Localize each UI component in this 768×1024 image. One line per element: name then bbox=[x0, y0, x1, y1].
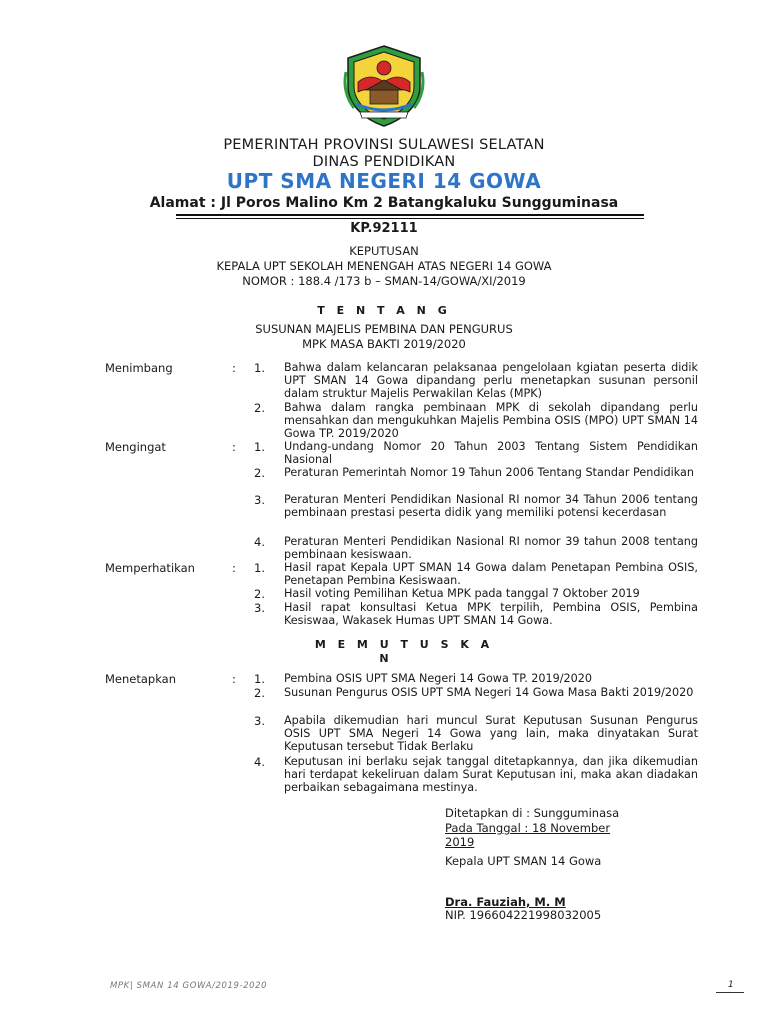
list-item: Keputusan ini berlaku sejak tanggal ditetapkannya, dan jika dikemudian hari terdapat kekeliruan dalam Surat Keputusan ini, maka akan diadakan perbaikan sebagaimana mestinya. bbox=[284, 755, 698, 794]
postal-code: KP.92111 bbox=[350, 221, 418, 236]
list-item: Hasil rapat konsultasi Ketua MPK terpilih, Pembina OSIS, Pembina Kesiswaa, Wakasek Humas UPT SMAN 14 Gowa. bbox=[284, 601, 698, 627]
decree-number: NOMOR : 188.4 /173 b – SMAN-14/GOWA/XI/2019 bbox=[242, 274, 526, 288]
list-item: Undang-undang Nomor 20 Tahun 2003 Tentang Sistem Pendidikan Nasional bbox=[284, 440, 698, 466]
province-name: PEMERINTAH PROVINSI SULAWESI SELATAN bbox=[223, 137, 545, 153]
section-colon: : bbox=[232, 440, 236, 454]
signatory-nip: NIP. 196604221998032005 bbox=[445, 908, 602, 922]
section-colon: : bbox=[232, 561, 236, 575]
item-number: 4. bbox=[254, 755, 265, 769]
section-colon: : bbox=[232, 672, 236, 686]
header-divider-thin bbox=[176, 218, 644, 219]
item-number: 3. bbox=[254, 601, 265, 615]
item-number: 1. bbox=[254, 672, 265, 686]
decide-heading: M E M U T U S K A bbox=[314, 638, 494, 651]
section-label-memperhatikan: Memperhatikan bbox=[105, 561, 195, 575]
coat-of-arms-logo bbox=[340, 42, 428, 130]
list-item: Susunan Pengurus OSIS UPT SMA Negeri 14 Gowa Masa Bakti 2019/2020 bbox=[284, 686, 694, 699]
list-item: Peraturan Pemerintah Nomor 19 Tahun 2006 Tentang Standar Pendidikan bbox=[284, 466, 694, 479]
item-number: 1. bbox=[254, 561, 265, 575]
list-item: Bahwa dalam rangka pembinaan MPK di sekolah dipandang perlu mensahkan dan mengukuhkan Majelis Pembina OSIS (MPO) UPT SMAN 14 Gowa TP. 2019/2020 bbox=[284, 401, 698, 440]
signature-date-year: 2019 bbox=[445, 835, 475, 849]
item-number: 1. bbox=[254, 440, 265, 454]
decree-title: KEPUTUSAN bbox=[349, 244, 419, 258]
signatory-position: Kepala UPT SMAN 14 Gowa bbox=[445, 854, 602, 868]
section-colon: : bbox=[232, 361, 236, 375]
signature-date: Pada Tanggal : 18 November bbox=[445, 821, 611, 835]
item-number: 2. bbox=[254, 401, 265, 415]
item-number: 2. bbox=[254, 686, 265, 700]
department-name: DINAS PENDIDIKAN bbox=[312, 154, 456, 170]
header-divider-thick bbox=[176, 214, 644, 216]
signature-place: Ditetapkan di : Sungguminasa bbox=[445, 806, 620, 820]
about-heading: T E N T A N G bbox=[317, 304, 451, 317]
section-label-menetapkan: Menetapkan bbox=[105, 672, 177, 686]
footer-text: MPK| SMAN 14 GOWA/2019-2020 bbox=[110, 981, 268, 991]
list-item: Peraturan Menteri Pendidikan Nasional RI nomor 34 Tahun 2006 tentang pembinaan prestasi peserta didik yang memiliki potensi kecerdasan bbox=[284, 493, 698, 519]
item-number: 3. bbox=[254, 493, 265, 507]
list-item: Pembina OSIS UPT SMA Negeri 14 Gowa TP. 2019/2020 bbox=[284, 672, 593, 685]
decree-subject-line1: SUSUNAN MAJELIS PEMBINA DAN PENGURUS bbox=[255, 322, 513, 336]
item-number: 4. bbox=[254, 535, 265, 549]
list-item: Peraturan Menteri Pendidikan Nasional RI nomor 39 tahun 2008 tentang pembinaan kesiswaan. bbox=[284, 535, 698, 561]
item-number: 2. bbox=[254, 587, 265, 601]
decree-issuer: KEPALA UPT SEKOLAH MENENGAH ATAS NEGERI 14 GOWA bbox=[216, 259, 552, 273]
page-number: 1 bbox=[728, 980, 734, 990]
section-label-menimbang: Menimbang bbox=[105, 361, 173, 375]
decree-subject-line2: MPK MASA BAKTI 2019/2020 bbox=[302, 337, 466, 351]
school-name: UPT SMA NEGERI 14 GOWA bbox=[226, 169, 542, 193]
signatory-name: Dra. Fauziah, M. M bbox=[445, 895, 566, 909]
item-number: 2. bbox=[254, 466, 265, 480]
list-item: Hasil voting Pemilihan Ketua MPK pada tanggal 7 Oktober 2019 bbox=[284, 587, 640, 600]
section-label-mengingat: Mengingat bbox=[105, 440, 166, 454]
footer-rule bbox=[716, 992, 744, 993]
list-item: Bahwa dalam kelancaran pelaksanaa pengelolaan kgiatan peserta didik UPT SMAN 14 Gowa dipandang perlu menetapkan susunan personil dalam struktur Majelis Perwakilan Kelas (MPK) bbox=[284, 361, 698, 400]
school-address: Alamat : Jl Poros Malino Km 2 Batangkaluku Sungguminasa bbox=[149, 195, 619, 211]
decide-heading-end: N bbox=[379, 652, 389, 665]
item-number: 3. bbox=[254, 714, 265, 728]
list-item: Apabila dikemudian hari muncul Surat Keputusan Susunan Pengurus OSIS UPT SMA Negeri 14 Gowa yang lain, maka dinyatakan Surat Keputusan tersebut Tidak Berlaku bbox=[284, 714, 698, 753]
item-number: 1. bbox=[254, 361, 265, 375]
list-item: Hasil rapat Kepala UPT SMAN 14 Gowa dalam Penetapan Pembina OSIS, Penetapan Pembina Kesiswaan. bbox=[284, 561, 698, 587]
